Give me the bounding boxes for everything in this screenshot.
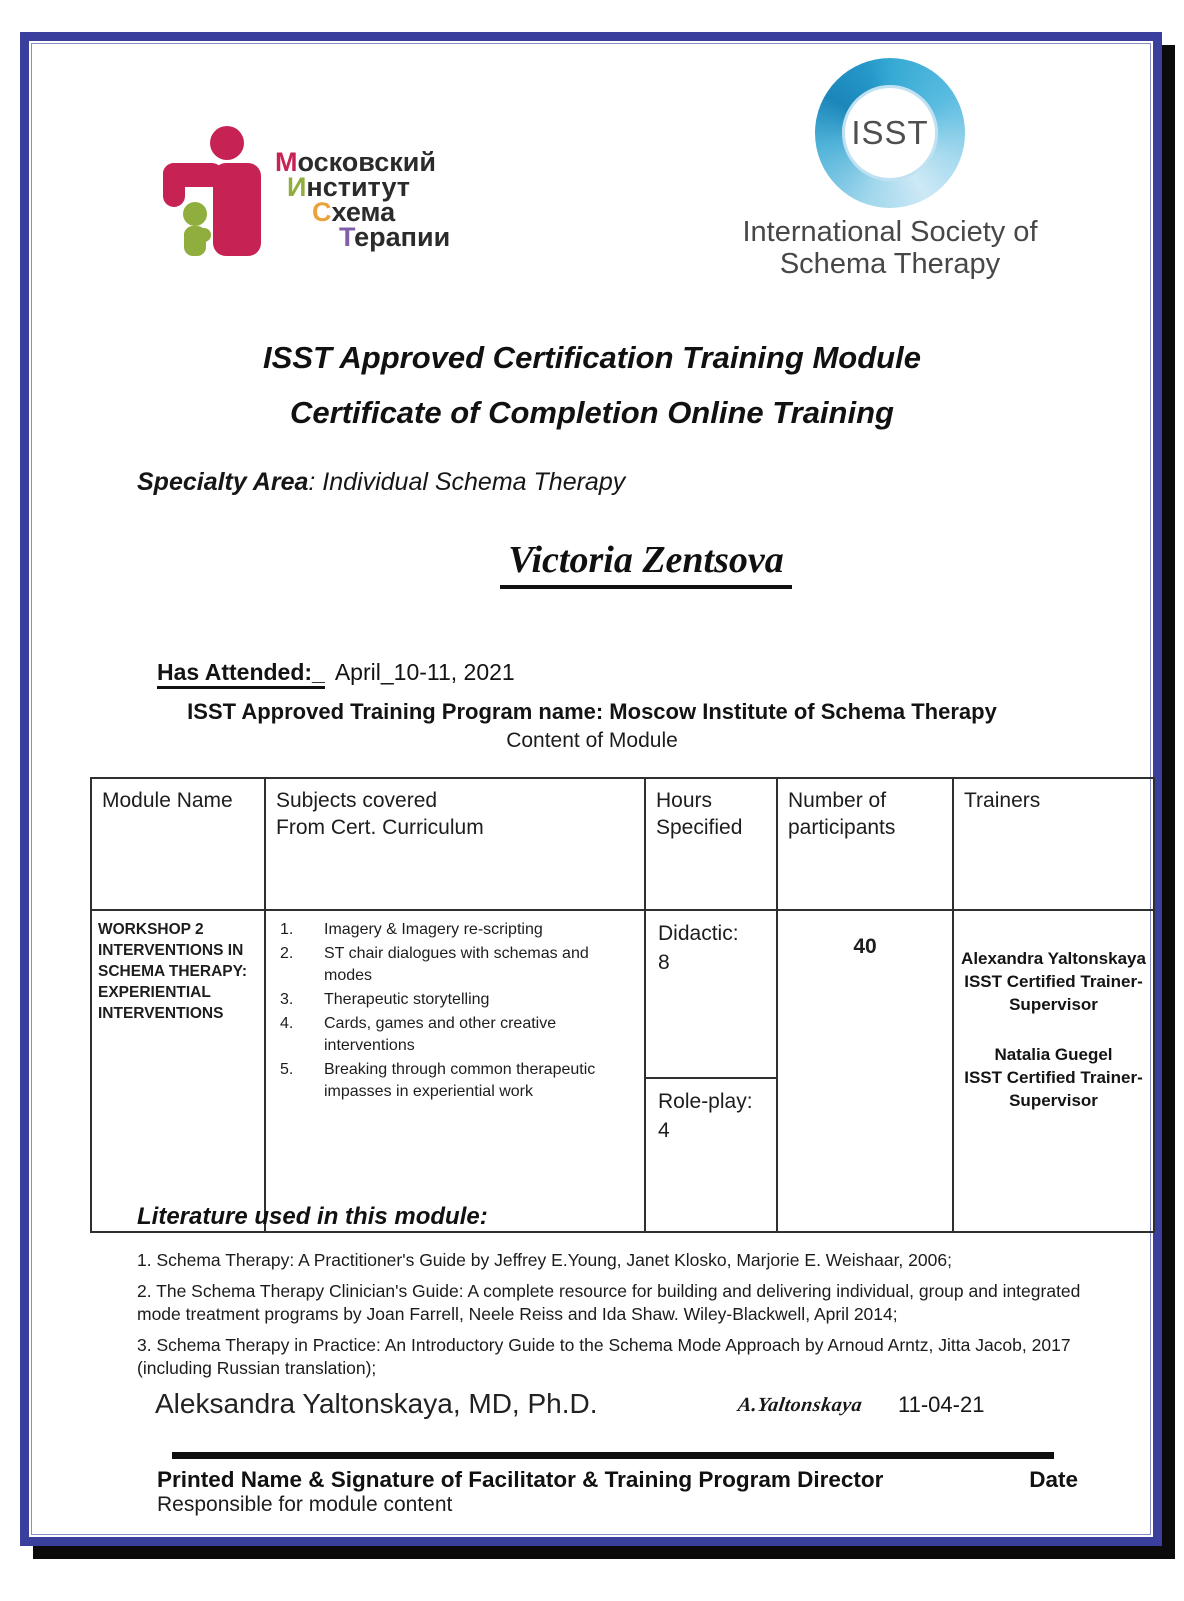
handwritten-signature: A.Yaltonskaya xyxy=(736,1394,864,1416)
hours-didactic-value: 8 xyxy=(658,951,670,974)
header-subjects-line2: From Cert. Curriculum xyxy=(276,816,484,839)
isst-caption-line1: International Society of xyxy=(742,216,1038,248)
specialty-area-line xyxy=(137,468,625,497)
has-attended-label: Has Attended:_ xyxy=(157,659,325,689)
header-trainers-line1: Trainers xyxy=(964,789,1041,812)
certificate-title-line1: ISST Approved Certification Training Module xyxy=(263,340,921,375)
specialty-area-label: Specialty Area xyxy=(137,468,309,496)
mist-logo xyxy=(163,122,493,282)
trainer-title-line2: Supervisor xyxy=(1009,995,1098,1014)
isst-logo xyxy=(715,58,1065,280)
content-of-module-heading: Content of Module xyxy=(506,729,678,752)
mist-word-2-rest: нститут xyxy=(306,172,411,202)
mist-logo-wordmark xyxy=(275,147,451,252)
signature-caption-row xyxy=(157,1467,1078,1493)
mist-word-4-initial: Т xyxy=(339,222,355,252)
date-label: Date xyxy=(1029,1467,1078,1492)
module-table xyxy=(90,777,1155,1233)
header-hours xyxy=(645,778,777,910)
mist-word-4-rest: ерапии xyxy=(354,222,451,252)
mist-word-3-initial: С xyxy=(312,197,332,227)
trainer-name: Alexandra Yaltonskaya xyxy=(961,949,1146,968)
literature-heading: Literature used in this module: xyxy=(137,1203,488,1230)
cell-trainers xyxy=(953,910,1154,1232)
isst-caption xyxy=(715,216,1065,280)
isst-caption-line2: Schema Therapy xyxy=(779,248,1001,280)
literature-item: 3. Schema Therapy in Practice: An Introductory Guide to the Schema Mode Approach by Arnoud Arntz, Jitta Jacob, 2017 (including Russian translation); xyxy=(137,1335,1071,1378)
subject-item: Imagery & Imagery re-scripting xyxy=(324,921,543,938)
subject-item: Cards, games and other creative interventions xyxy=(324,1015,557,1054)
has-attended-date: April_10-11, 2021 xyxy=(334,659,515,685)
signature-caption: Printed Name & Signature of Facilitator & Training Program Director xyxy=(157,1467,884,1492)
cell-hours-didactic xyxy=(645,910,777,1078)
header-participants-line1: Number of xyxy=(788,789,887,812)
trainer-name: Natalia Guegel xyxy=(994,1045,1113,1064)
table-header-row xyxy=(91,778,1154,910)
header-participants-line2: participants xyxy=(788,816,896,839)
subject-item: Breaking through common therapeutic impasses in experiential work xyxy=(324,1061,596,1100)
header-participants xyxy=(777,778,953,910)
subjects-list xyxy=(276,919,636,1103)
has-attended-line xyxy=(157,659,515,686)
mist-word-3-rest: хема xyxy=(331,197,396,227)
trainer-title-line1: ISST Certified Trainer- xyxy=(964,972,1143,991)
training-program-line: ISST Approved Training Program name: Moscow Institute of Schema Therapy xyxy=(187,699,997,724)
hours-didactic-label: Didactic: xyxy=(658,922,739,945)
signature-caption-sub: Responsible for module content xyxy=(157,1493,453,1516)
participant-name: Victoria Zentsova xyxy=(500,538,792,589)
header-subjects xyxy=(265,778,645,910)
header-subjects-line1: Subjects covered xyxy=(276,789,438,812)
mist-word-1-rest: осковский xyxy=(297,147,436,177)
header-module-name-line1: Module Name xyxy=(102,789,233,812)
cell-subjects xyxy=(265,910,645,1232)
trainer-title-line1: ISST Certified Trainer- xyxy=(964,1068,1143,1087)
cell-participants: 40 xyxy=(777,910,953,1232)
table-body-row-1 xyxy=(91,910,1154,1078)
signature-line xyxy=(172,1452,1054,1459)
cell-module-name: WORKSHOP 2 INTERVENTIONS IN SCHEMA THERAPY: EXPERIENTIAL INTERVENTIONS xyxy=(91,910,265,1232)
literature-list xyxy=(137,1249,1089,1388)
isst-ring-label: ISST xyxy=(851,114,929,151)
header-module-name xyxy=(91,778,265,910)
subject-item: Therapeutic storytelling xyxy=(324,991,490,1008)
isst-ring-inner xyxy=(842,85,938,181)
cell-hours-roleplay xyxy=(645,1078,777,1232)
header-hours-line2: Specified xyxy=(656,816,743,839)
mist-people-figure-icon xyxy=(163,126,261,256)
literature-item: 1. Schema Therapy: A Practitioner's Guide by Jeffrey E.Young, Janet Klosko, Marjorie E. Weishaar, 2006; xyxy=(137,1250,952,1270)
mist-word-4 xyxy=(275,222,451,252)
subject-item: ST chair dialogues with schemas and modes xyxy=(324,945,589,984)
mist-word-1-initial: М xyxy=(275,147,298,177)
mist-word-2-initial: И xyxy=(287,172,307,202)
trainer-title-line2: Supervisor xyxy=(1009,1091,1098,1110)
participant-name-row xyxy=(0,538,1184,589)
signature-date-value: 11-04-21 xyxy=(898,1392,985,1417)
specialty-area-value: : Individual Schema Therapy xyxy=(308,468,626,496)
certificate-title-line2: Certificate of Completion Online Training xyxy=(290,395,894,430)
hours-roleplay-label: Role-play: xyxy=(658,1090,753,1113)
trainer-block xyxy=(955,1043,1152,1112)
facilitator-printed-name: Aleksandra Yaltonskaya, MD, Ph.D. xyxy=(155,1388,598,1419)
header-trainers xyxy=(953,778,1154,910)
literature-item: 2. The Schema Therapy Clinician's Guide: A complete resource for building and delivering individual, group and integrated mode treatment programs by Joan Farrell, Neele Reiss and Ida Shaw. Wiley-Blackwell, April 2014; xyxy=(137,1281,1081,1324)
trainer-block xyxy=(955,947,1152,1016)
hours-roleplay-value: 4 xyxy=(658,1119,670,1142)
isst-ring-icon xyxy=(815,58,965,208)
header-hours-line1: Hours xyxy=(656,789,713,812)
